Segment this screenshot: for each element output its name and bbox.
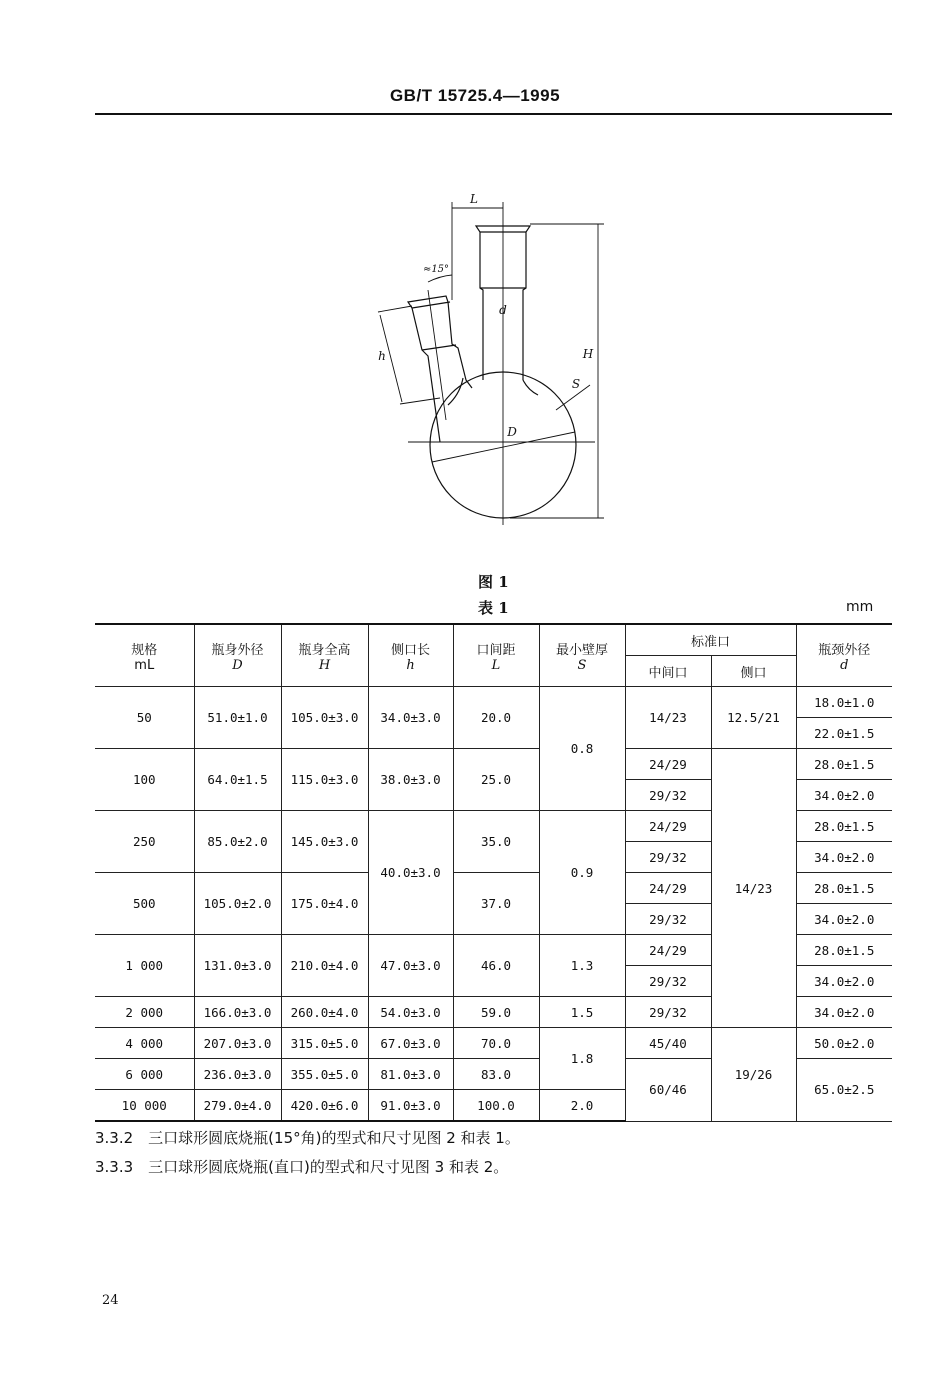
table-cell: 20.0 bbox=[453, 687, 539, 749]
table-cell: 70.0 bbox=[453, 1028, 539, 1059]
col-spacing: 口间距 L bbox=[453, 624, 539, 687]
table-cell: 131.0±3.0 bbox=[194, 935, 281, 997]
table-cell: 207.0±3.0 bbox=[194, 1028, 281, 1059]
label-D: D bbox=[507, 425, 517, 439]
paragraph-3-3-3: 3.3.3 三口球形圆底烧瓶(直口)的型式和尺寸见图 3 和表 2。 bbox=[95, 1158, 509, 1176]
table-cell: 29/32 bbox=[625, 966, 711, 997]
label-L: L bbox=[470, 192, 478, 206]
header-rule bbox=[95, 113, 892, 115]
fillet-left bbox=[448, 378, 463, 405]
table-cell: 34.0±2.0 bbox=[796, 904, 892, 935]
table-cell: 24/29 bbox=[625, 935, 711, 966]
table-cell: 60/46 bbox=[625, 1059, 711, 1122]
table-cell: 35.0 bbox=[453, 811, 539, 873]
table-cell: 14/23 bbox=[711, 749, 796, 1028]
table-cell: 50 bbox=[95, 687, 194, 749]
table-row bbox=[95, 749, 892, 780]
col-side-length: 侧口长 h bbox=[368, 624, 453, 687]
standard-number-header: GB/T 15725.4—1995 bbox=[389, 86, 561, 105]
table-cell: 40.0±3.0 bbox=[368, 811, 453, 935]
table-cell: 59.0 bbox=[453, 997, 539, 1028]
table-cell: 24/29 bbox=[625, 873, 711, 904]
label-h: h bbox=[378, 349, 386, 363]
table-cell: 18.0±1.0 bbox=[796, 687, 892, 718]
page-number: 24 bbox=[102, 1293, 119, 1308]
col-joint-center: 中间口 bbox=[625, 656, 711, 687]
table-cell: 166.0±3.0 bbox=[194, 997, 281, 1028]
table-cell: 10 000 bbox=[95, 1090, 194, 1122]
side-axis bbox=[428, 290, 446, 420]
side-joint-top bbox=[412, 302, 450, 308]
table-cell: 236.0±3.0 bbox=[194, 1059, 281, 1090]
table-cell: 260.0±4.0 bbox=[281, 997, 368, 1028]
table-cell: 29/32 bbox=[625, 780, 711, 811]
table-cell: 25.0 bbox=[453, 749, 539, 811]
table-cell: 37.0 bbox=[453, 873, 539, 935]
table-cell: 210.0±4.0 bbox=[281, 935, 368, 997]
table-cell: 12.5/21 bbox=[711, 687, 796, 749]
table-cell: 50.0±2.0 bbox=[796, 1028, 892, 1059]
side-joint-bottom bbox=[422, 345, 456, 350]
table-cell: 24/29 bbox=[625, 811, 711, 842]
table-unit: mm bbox=[846, 599, 874, 615]
table-cell: 85.0±2.0 bbox=[194, 811, 281, 873]
table-cell: 0.8 bbox=[539, 687, 625, 811]
table-cell: 19/26 bbox=[711, 1028, 796, 1122]
table-cell: 81.0±3.0 bbox=[368, 1059, 453, 1090]
table-cell: 67.0±3.0 bbox=[368, 1028, 453, 1059]
table-cell: 500 bbox=[95, 873, 194, 935]
table-cell: 64.0±1.5 bbox=[194, 749, 281, 811]
table-cell: 1.8 bbox=[539, 1028, 625, 1090]
table-cell: 105.0±3.0 bbox=[281, 687, 368, 749]
table-cell: 175.0±4.0 bbox=[281, 873, 368, 935]
col-body-od: 瓶身外径 D bbox=[194, 624, 281, 687]
paragraph-3-3-2: 3.3.2 三口球形圆底烧瓶(15°角)的型式和尺寸见图 2 和表 1。 bbox=[95, 1129, 520, 1147]
table-cell: 2.0 bbox=[539, 1090, 625, 1122]
dimensions-table bbox=[95, 623, 892, 1122]
table-cell: 34.0±3.0 bbox=[368, 687, 453, 749]
table-caption: 表 1 bbox=[478, 599, 509, 617]
table-cell: 28.0±1.5 bbox=[796, 873, 892, 904]
table-cell: 34.0±2.0 bbox=[796, 997, 892, 1028]
col-joint: 标准口 bbox=[625, 624, 796, 656]
col-spec: 规格 mL bbox=[95, 624, 194, 687]
angle-arc bbox=[428, 275, 452, 282]
label-S: S bbox=[571, 377, 581, 391]
table-cell: 24/29 bbox=[625, 749, 711, 780]
table-cell: 28.0±1.5 bbox=[796, 935, 892, 966]
table-cell: 100 bbox=[95, 749, 194, 811]
table-cell: 47.0±3.0 bbox=[368, 935, 453, 997]
table-cell: 1.3 bbox=[539, 935, 625, 997]
dim-D-line bbox=[432, 432, 575, 462]
side-neck bbox=[408, 296, 472, 442]
table-cell: 83.0 bbox=[453, 1059, 539, 1090]
table-cell: 22.0±1.5 bbox=[796, 718, 892, 749]
table-cell: 0.9 bbox=[539, 811, 625, 935]
table-cell: 250 bbox=[95, 811, 194, 873]
table-cell: 420.0±6.0 bbox=[281, 1090, 368, 1122]
table-cell: 2 000 bbox=[95, 997, 194, 1028]
table-cell: 29/32 bbox=[625, 997, 711, 1028]
label-H: H bbox=[582, 347, 594, 361]
table-cell: 14/23 bbox=[625, 687, 711, 749]
table-cell: 45/40 bbox=[625, 1028, 711, 1059]
col-wall: 最小壁厚 S bbox=[539, 624, 625, 687]
table-row bbox=[95, 687, 892, 718]
table-row bbox=[95, 1028, 892, 1059]
table-cell: 91.0±3.0 bbox=[368, 1090, 453, 1122]
table-cell: 315.0±5.0 bbox=[281, 1028, 368, 1059]
flask-diagram bbox=[360, 180, 610, 530]
table-cell: 28.0±1.5 bbox=[796, 749, 892, 780]
table-cell: 65.0±2.5 bbox=[796, 1059, 892, 1122]
table-cell: 38.0±3.0 bbox=[368, 749, 453, 811]
fillet-right bbox=[523, 380, 538, 395]
table-cell: 100.0 bbox=[453, 1090, 539, 1122]
table-cell: 105.0±2.0 bbox=[194, 873, 281, 935]
label-angle: ≈15° bbox=[422, 264, 450, 275]
table-cell: 28.0±1.5 bbox=[796, 811, 892, 842]
dim-h-ext-top bbox=[378, 306, 412, 312]
table-cell: 34.0±2.0 bbox=[796, 842, 892, 873]
table-cell: 145.0±3.0 bbox=[281, 811, 368, 873]
table-cell: 279.0±4.0 bbox=[194, 1090, 281, 1122]
table-cell: 6 000 bbox=[95, 1059, 194, 1090]
table-cell: 54.0±3.0 bbox=[368, 997, 453, 1028]
table-cell: 355.0±5.0 bbox=[281, 1059, 368, 1090]
figure-caption: 图 1 bbox=[478, 573, 509, 591]
label-d: d bbox=[499, 303, 507, 317]
table-cell: 115.0±3.0 bbox=[281, 749, 368, 811]
table-cell: 29/32 bbox=[625, 904, 711, 935]
table-cell: 46.0 bbox=[453, 935, 539, 997]
table-cell: 34.0±2.0 bbox=[796, 966, 892, 997]
table-cell: 1.5 bbox=[539, 997, 625, 1028]
table-cell: 34.0±2.0 bbox=[796, 780, 892, 811]
table-cell: 1 000 bbox=[95, 935, 194, 997]
col-body-height: 瓶身全高 H bbox=[281, 624, 368, 687]
table-cell: 51.0±1.0 bbox=[194, 687, 281, 749]
col-joint-side: 侧口 bbox=[711, 656, 796, 687]
col-neck-od: 瓶颈外径 d bbox=[796, 624, 892, 687]
table-cell: 4 000 bbox=[95, 1028, 194, 1059]
table-cell: 29/32 bbox=[625, 842, 711, 873]
